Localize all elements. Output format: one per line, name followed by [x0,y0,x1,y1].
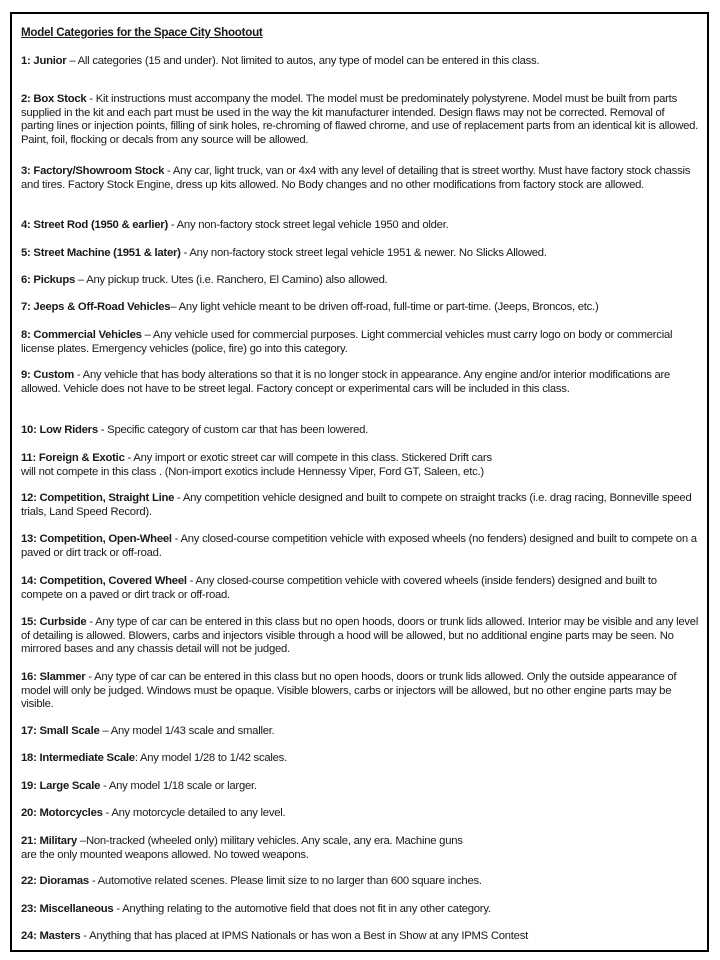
category-separator: - [113,903,123,915]
category-label: 10: Low Riders [21,424,98,436]
category-description: Kit instructions must accompany the model. The model must be predominately polystyrene. Model must be built from parts supplied in the kit and each part must be used in the way the kit manufacturer intended. Design flaws may not be corrected. Removal of parting lines or injection points, filling of sink holes, re-chroming of flawed chrome, and use of replacement parts from an identical kit is allowed. Paint, foil, flocking or decals from any source will be allowed. [21,93,699,146]
category-label: 16: Slammer [21,671,86,683]
category-description: Any closed-course competition vehicle with covered wheels (inside fenders) designed and built to compete on a paved or dirt track or off-road. [21,575,657,601]
category-item [21,533,699,560]
category-separator: - [86,616,96,628]
category-separator: : [134,752,140,764]
category-description: Any motorcycle detailed to any level. [111,807,286,819]
category-label: 11: Foreign & Exotic [21,452,125,464]
category-description: Anything that has placed at IPMS Nationals or has won a Best in Show at any IPMS Contest [89,930,529,942]
category-label: 4: Street Rod (1950 & earlier) [21,219,168,231]
category-item [21,329,699,356]
category-item [21,725,699,739]
category-label: 2: Box Stock [21,93,87,105]
category-description: Any light vehicle meant to be driven off-road, full-time or part-time. (Jeeps, Broncos, etc.) [178,301,599,313]
category-label: 15: Curbside [21,616,87,628]
category-separator: - [85,671,95,683]
category-item [21,274,699,288]
category-description: Any import or exotic street car will compete in this class. Stickered Drift cars [133,452,492,464]
category-label: 12: Competition, Straight Line [21,492,175,504]
category-separator: – [170,301,179,313]
category-description: Any competition vehicle designed and built to compete on straight tracks (i.e. drag racing, Bonneville speed trials, Land Speed Record). [21,492,692,518]
category-description: Any type of car can be entered in this class but no open hoods, doors or trunk lids allowed. Interior may be visible and any level of detailing is allowed. Blowers, carbs and injectors visible through a hood will be allowed, but no additional engine parts may be seen. No mirrored bases and any chassis detail will not be judged. [21,616,699,656]
category-separator: - [174,492,183,504]
category-separator: - [167,219,177,231]
category-description-line2: are the only mounted weapons allowed. No towed weapons. [21,848,309,861]
category-item [21,301,699,315]
category-separator: - [86,93,96,105]
category-label: 21: Military [21,835,78,847]
category-label: 18: Intermediate Scale [21,752,135,764]
category-item [21,835,699,862]
category-separator: - [186,575,196,587]
document-title: Model Categories for the Space City Shootout [21,26,263,39]
category-separator: – [141,329,153,341]
category-description: Any non-factory stock street legal vehicle 1951 & newer. No Slicks Allowed. [189,247,547,259]
category-item [21,807,699,821]
category-description: Non-tracked (wheeled only) military vehicles. Any scale, any era. Machine guns [85,835,463,847]
category-description: Any type of car can be entered in this class but no open hoods, doors or trunk lids allowed. Only the outside appearance of model will only be judged. Windows must be opaque. Visible blowers, carbs or injectors will be allowed, but no other engine parts may be visible. [21,671,677,711]
category-label: 6: Pickups [21,274,76,286]
category-label: 13: Competition, Open-Wheel [21,533,172,545]
category-label: 3: Factory/Showroom Stock [21,165,165,177]
category-separator: - [100,780,109,792]
category-separator: - [180,247,190,259]
category-item [21,752,699,766]
category-description: Any closed-course competition vehicle with exposed wheels (no fenders) designed and built to compete on a paved or dirt track or off-road. [21,533,697,559]
category-item [21,616,699,657]
category-label: 20: Motorcycles [21,807,103,819]
category-separator: – [66,55,78,67]
category-label: 17: Small Scale [21,725,100,737]
category-separator: - [102,807,112,819]
category-description: Any model 1/18 scale or larger. [108,780,257,792]
category-description: Any model 1/43 scale and smaller. [110,725,275,737]
category-label: 9: Custom [21,369,74,381]
category-description: Anything relating to the automotive field that does not fit in any other category. [122,903,491,915]
category-item [21,219,699,233]
category-description: Any model 1/28 to 1/42 scales. [139,752,287,764]
category-label: 8: Commercial Vehicles [21,329,142,341]
category-item [21,575,699,602]
category-item [21,55,699,69]
category-item [21,671,699,712]
category-separator: – [99,725,111,737]
category-description: Any car, light truck, van or 4x4 with any level of detailing that is street worthy. Must have factory stock chassis and tires. Factory Stock Engine, dress up kits allowed. No Body changes and no other modifications from factory stock are allowed. [21,165,691,191]
category-label: 1: Junior [21,55,67,67]
category-description: All categories (15 and under). Not limited to autos, any type of model can be entered in this class. [77,55,540,67]
category-item [21,165,699,192]
category-separator: – [77,835,86,847]
category-description: Specific category of custom car that has been lowered. [107,424,369,436]
category-item [21,369,699,396]
category-label: 5: Street Machine (1951 & later) [21,247,181,259]
category-separator: - [73,369,83,381]
category-separator: - [164,165,173,177]
category-separator: – [75,274,87,286]
category-item [21,452,699,479]
category-label: 23: Miscellaneous [21,903,114,915]
category-description: Any pickup truck. Utes (i.e. Ranchero, El Camino) also allowed. [86,274,388,286]
category-description: Automotive related scenes. Please limit size to no larger than 600 square inches. [97,875,482,887]
category-description: Any vehicle that has body alterations so that it is no longer stock in appearance. Any engine and/or interior modifications are allowed. Vehicle does not have to be street legal. Factory concept or experimental cars will be included in this class. [21,369,671,395]
category-description: Any non-factory stock street legal vehicle 1950 and older. [176,219,449,231]
category-label: 24: Masters [21,930,81,942]
category-description: Any vehicle used for commercial purposes. Light commercial vehicles must carry logo on body or commercial license plates. Emergency vehicles (police, fire) go into this category. [21,329,673,355]
category-label: 19: Large Scale [21,780,101,792]
category-item [21,780,699,794]
category-separator: - [97,424,108,436]
category-label: 22: Dioramas [21,875,89,887]
category-item [21,875,699,889]
category-description-line2: will not compete in this class . (Non-import exotics include Hennessy Viper, Ford GT, Saleen, etc.) [21,465,484,478]
category-item [21,930,699,944]
category-item [21,903,699,917]
category-item [21,424,699,438]
category-separator: - [124,452,134,464]
category-separator: - [88,875,98,887]
category-item [21,247,699,261]
category-label: 7: Jeeps & Off-Road Vehicles [21,301,171,313]
category-separator: - [80,930,90,942]
category-label: 14: Competition, Covered Wheel [21,575,187,587]
category-item [21,93,699,147]
category-separator: - [171,533,181,545]
document-frame [10,12,709,952]
category-item [21,492,699,519]
